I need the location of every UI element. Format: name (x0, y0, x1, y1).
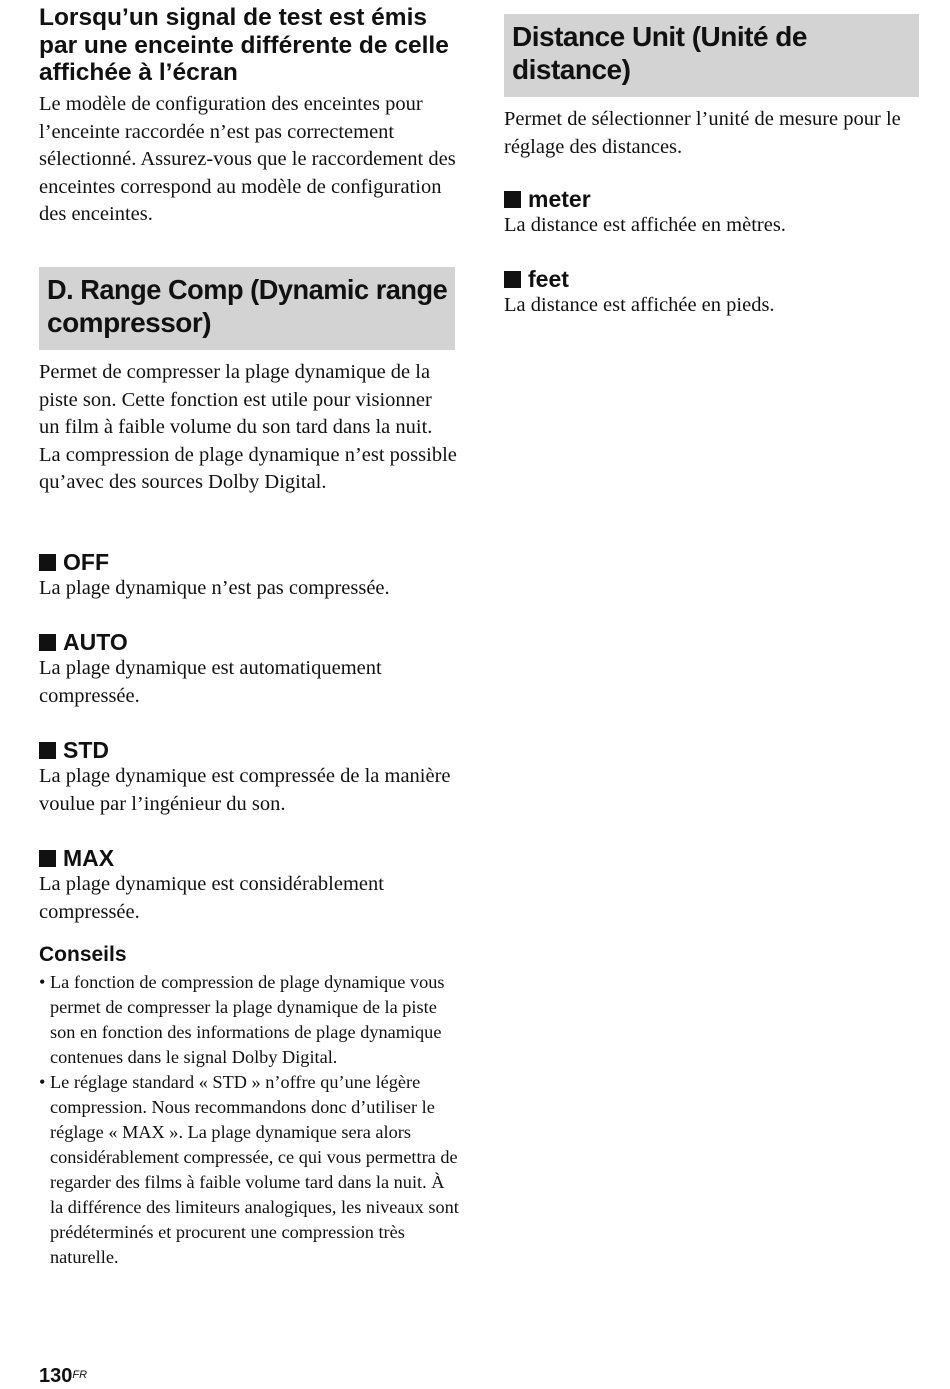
tips-title: Conseils (39, 943, 127, 966)
option-label: MAX (63, 845, 115, 871)
intro-heading: Lorsqu’un signal de test est émis par une enceinte différente de celle affichée à l’écran (39, 4, 449, 86)
range-comp-description: Permet de compresser la plage dynamique de la piste son. Cette fonction est utile pour visionner un film à faible volume du son tard dans la nuit. La compression de plage dynamique n’est possible qu’avec des sources Dolby Digital. (39, 361, 457, 494)
option-meter (504, 186, 920, 240)
page-language-suffix: FR (72, 1369, 88, 1381)
option-description: La plage dynamique n’est pas compressée. (39, 577, 390, 599)
square-bullet-icon (39, 742, 56, 759)
option-feet (504, 266, 920, 320)
tip-text: La fonction de compression de plage dynamique vous permet de compresser la plage dynamique de la piste son en fonction des informations de plage dynamique contenues dans le signal Dolby Digital. (50, 972, 445, 1067)
section-title-line: Distance Unit (Unité de (512, 21, 807, 52)
option-max (39, 845, 457, 926)
tip-item (39, 1070, 459, 1270)
tips-list (39, 970, 459, 1270)
section-title-line: compressor) (47, 307, 212, 338)
option-off (39, 549, 457, 603)
square-bullet-icon (504, 191, 521, 208)
option-description: La plage dynamique est compressée de la manière voulue par l’ingénieur du son. (39, 765, 451, 815)
distance-unit-description: Permet de sélectionner l’unité de mesure pour le réglage des distances. (504, 108, 901, 158)
square-bullet-icon (39, 634, 56, 651)
tips-block (39, 943, 459, 1270)
option-label: feet (528, 266, 569, 292)
tip-item (39, 970, 459, 1070)
bullet-icon: • (39, 1072, 46, 1092)
option-label: OFF (63, 549, 109, 575)
option-label: STD (63, 737, 109, 763)
option-description: La plage dynamique est automatiquement compressée. (39, 657, 382, 707)
tip-text: Le réglage standard « STD » n’offre qu’une légère compression. Nous recommandons donc d’utiliser le réglage « MAX ». La plage dynamique sera alors considérablement compressée, ce qui vous permettra de regarder des films à faible volume tard dans la nuit. À la différence des limiteurs analogiques, les niveaux sont prédéterminés et procurent une compression très naturelle. (50, 1072, 459, 1267)
intro-text: Le modèle de configuration des enceintes pour l’enceinte raccordée n’est pas correctement sélectionné. Assurez-vous que le raccordement des enceintes correspond au modèle de configuration des enceintes. (39, 93, 456, 226)
option-std (39, 737, 457, 818)
square-bullet-icon (504, 271, 521, 288)
option-label: meter (528, 186, 591, 212)
square-bullet-icon (39, 554, 56, 571)
option-description: La distance est affichée en pieds. (504, 294, 775, 316)
section-title-line: distance) (512, 54, 631, 85)
option-label: AUTO (63, 629, 128, 655)
section-title-distance-unit (504, 14, 919, 97)
square-bullet-icon (39, 850, 56, 867)
option-description: La distance est affichée en mètres. (504, 214, 786, 236)
section-title-range-comp (39, 267, 455, 350)
bullet-icon: • (39, 972, 46, 992)
page-number-value: 130 (39, 1365, 73, 1387)
section-title-line: D. Range Comp (Dynamic range (47, 274, 448, 305)
option-auto (39, 629, 457, 710)
page-number (39, 1364, 87, 1388)
option-description: La plage dynamique est considérablement compressée. (39, 873, 384, 923)
